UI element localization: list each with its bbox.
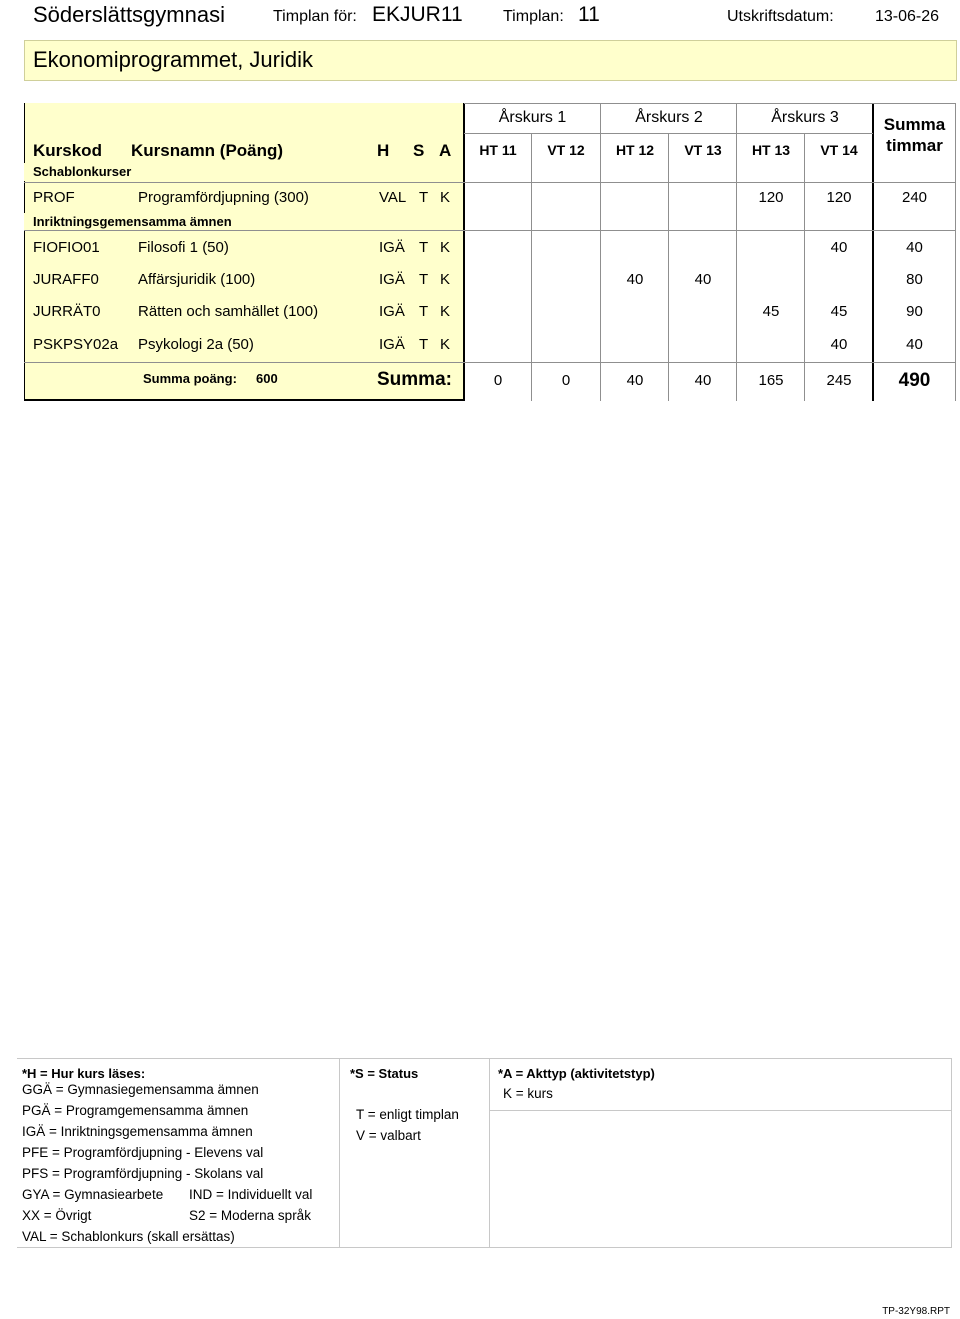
- year-1-header: Årskurs 1: [498, 109, 567, 126]
- course-a: K: [440, 303, 451, 320]
- school-name: Söderslättsgymnasi: [33, 2, 225, 27]
- term-hours-cell: 45: [762, 303, 780, 320]
- course-a: K: [440, 336, 451, 353]
- term-hours-cell: 120: [758, 189, 784, 206]
- row-sum-cell: 40: [906, 336, 923, 353]
- course-name: Rätten och samhället (100): [138, 303, 319, 320]
- col-header-h: H: [377, 141, 390, 160]
- section-label-inriktning: Inriktningsgemensamma ämnen: [33, 214, 232, 229]
- course-h: VAL: [379, 189, 407, 206]
- course-code: JURRÄT0: [33, 303, 101, 320]
- term-hours-cell: 40: [830, 336, 848, 353]
- grid-hline: [24, 182, 956, 183]
- timplan-value: 11: [578, 3, 600, 26]
- course-h: IGÄ: [379, 336, 405, 353]
- term-hours-cell: 45: [830, 303, 848, 320]
- timplan-label: Timplan:: [503, 8, 564, 25]
- course-code: FIOFIO01: [33, 239, 100, 256]
- term-total-cell: 245: [826, 372, 852, 389]
- course-name: Psykologi 2a (50): [138, 336, 254, 353]
- term-header: HT 12: [615, 142, 655, 158]
- course-h: IGÄ: [379, 303, 405, 320]
- course-s: T: [419, 239, 429, 256]
- grid-vline: [668, 133, 669, 401]
- grid-vline: [531, 133, 532, 401]
- legend-h-item: PFS = Programfördjupning - Skolans val: [22, 1166, 264, 1181]
- year-2-header: Årskurs 2: [635, 109, 703, 126]
- course-h: IGÄ: [379, 271, 405, 288]
- col-header-name: Kursnamn (Poäng): [131, 141, 284, 160]
- legend-ind: IND = Individuellt val: [189, 1187, 313, 1202]
- legend-a-item-k: K = kurs: [503, 1086, 553, 1101]
- course-a: K: [440, 189, 451, 206]
- legend-h-item: PGÄ = Programgemensamma ämnen: [22, 1103, 249, 1118]
- section-label-schablon: Schablonkurser: [33, 164, 132, 179]
- course-s: T: [419, 336, 429, 353]
- timplan-for-label: Timplan för:: [273, 8, 357, 25]
- course-s: T: [419, 303, 429, 320]
- grid-hline: [464, 133, 873, 134]
- col-header-code: Kurskod: [33, 141, 102, 160]
- col-header-s: S: [413, 141, 425, 160]
- legend-val: VAL = Schablonkurs (skall ersättas): [22, 1229, 235, 1244]
- sum-header-line2: timmar: [886, 136, 943, 155]
- year-3-header: Årskurs 3: [771, 109, 839, 126]
- row-sum-cell: 240: [901, 189, 928, 206]
- grid-vline: [804, 133, 805, 401]
- term-hours-cell: 40: [830, 239, 848, 256]
- legend-h-item: IGÄ = Inriktningsgemensamma ämnen: [22, 1124, 253, 1139]
- term-header: VT 14: [820, 142, 858, 158]
- legend-h-item: GGÄ = Gymnasiegemensamma ämnen: [22, 1082, 259, 1097]
- row-sum-cell: 80: [906, 271, 923, 288]
- legend-s-item-t: T = enligt timplan: [356, 1107, 459, 1122]
- grid-hline: [24, 230, 956, 231]
- sum-label: Summa:: [377, 369, 452, 390]
- term-header: HT 11: [479, 142, 517, 158]
- term-total-cell: 40: [694, 372, 712, 389]
- course-code: JURAFF0: [33, 271, 99, 288]
- row-sum-cell: 40: [906, 239, 923, 256]
- course-a: K: [440, 239, 451, 256]
- report-id: TP-32Y98.RPT: [882, 1306, 950, 1317]
- grid-hline: [24, 362, 956, 363]
- course-name: Affärsjuridik (100): [138, 271, 256, 288]
- legend-s-title: *S = Status: [350, 1066, 419, 1081]
- legend-h-item: PFE = Programfördjupning - Elevens val: [22, 1145, 264, 1160]
- term-total-cell: 40: [626, 372, 644, 389]
- course-name: Filosofi 1 (50): [138, 239, 229, 256]
- course-a: K: [440, 271, 451, 288]
- term-header: VT 13: [684, 142, 722, 158]
- program-name: Ekonomiprogrammet, Juridik: [33, 47, 313, 72]
- grand-total: 490: [898, 370, 931, 391]
- row-sum-cell: 90: [906, 303, 923, 320]
- term-hours-cell: 120: [826, 189, 852, 206]
- timplan-for-value: EKJUR11: [372, 3, 463, 26]
- legend-a-title: *A = Akttyp (aktivitetstyp): [498, 1066, 655, 1081]
- term-hours-cell: 40: [626, 271, 644, 288]
- print-date-value: 13-06-26: [875, 8, 940, 25]
- term-hours-cell: 40: [694, 271, 712, 288]
- grid-hline: [464, 103, 956, 104]
- term-header: VT 12: [547, 142, 585, 158]
- col-header-a: A: [439, 141, 452, 160]
- term-total-cell: 0: [493, 372, 503, 389]
- legend-s2: S2 = Moderna språk: [189, 1208, 311, 1223]
- course-h: IGÄ: [379, 239, 405, 256]
- points-value: 600: [256, 371, 278, 386]
- sum-header-line1: Summa: [883, 115, 946, 134]
- legend-s-item-v: V = valbart: [356, 1128, 421, 1143]
- course-code: PROF: [33, 189, 75, 206]
- term-total-cell: 0: [561, 372, 571, 389]
- term-total-cell: 165: [758, 372, 784, 389]
- legend-gya: GYA = Gymnasiearbete: [22, 1187, 164, 1202]
- term-header: HT 13: [751, 142, 791, 158]
- course-s: T: [419, 189, 429, 206]
- course-s: T: [419, 271, 429, 288]
- legend-h-title: *H = Hur kurs läses:: [22, 1066, 146, 1081]
- points-label: Summa poäng:: [143, 371, 237, 386]
- print-date-label: Utskriftsdatum:: [727, 8, 834, 25]
- course-code: PSKPSY02a: [33, 336, 119, 353]
- course-name: Programfördjupning (300): [138, 189, 309, 206]
- legend-xx: XX = Övrigt: [22, 1208, 92, 1223]
